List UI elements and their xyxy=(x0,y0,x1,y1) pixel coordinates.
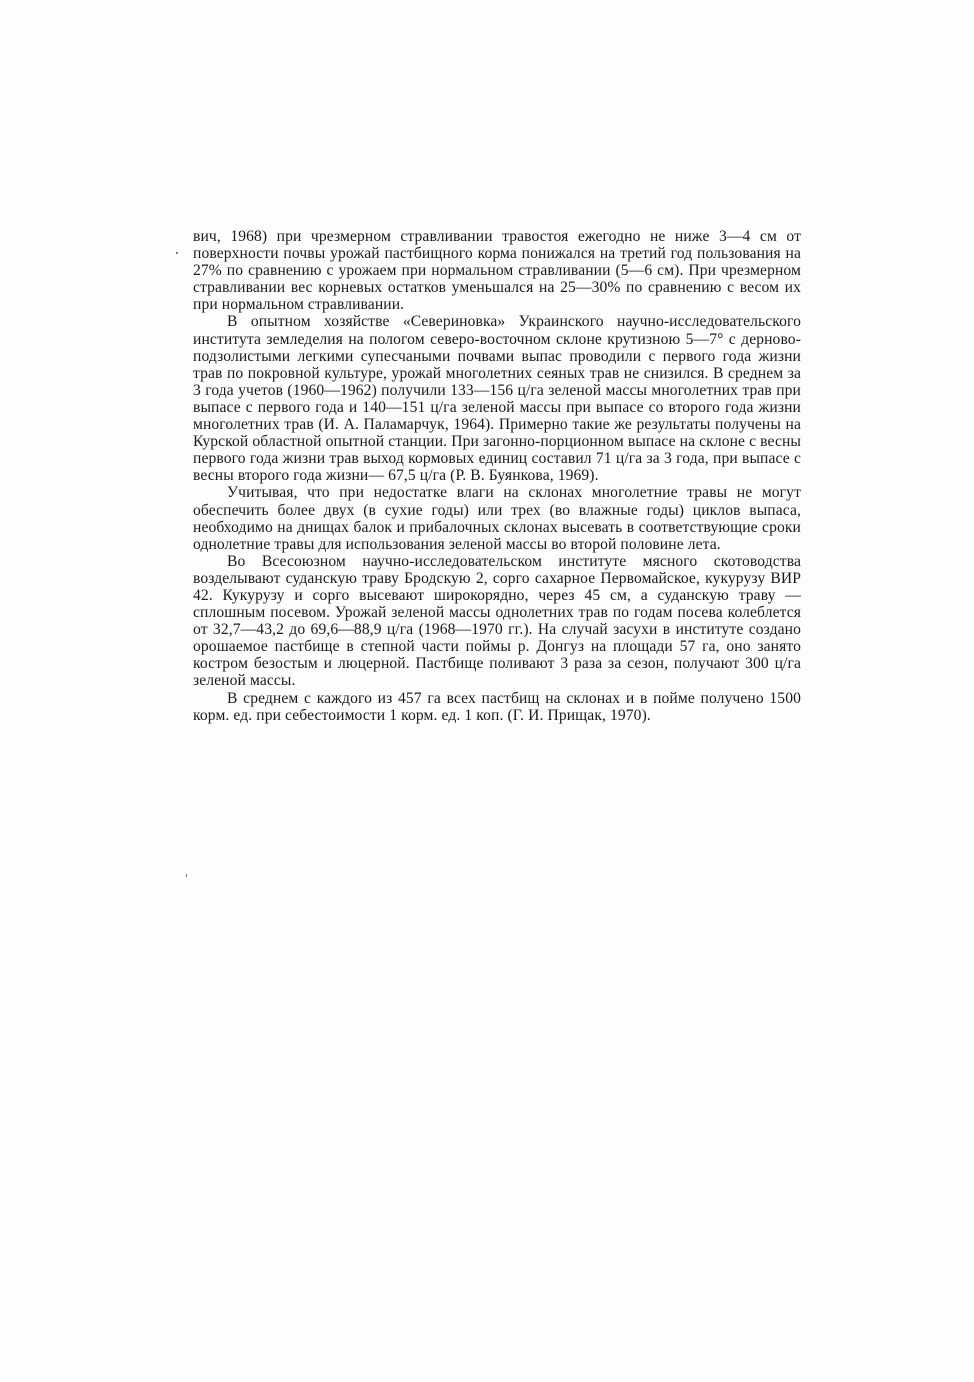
scan-speck xyxy=(186,874,187,877)
paragraph-1: вич, 1968) при чрезмерном стравливании травостоя ежегодно не ниже 3—4 см от поверхности почвы урожай пастбищного корма понижался на третий год пользования на 27% по сравнению с урожаем при нормальном стравливании (5—6 см). При чрезмерном стравливании вес корневых остатков уменьшался на 25—30% по сравнению с весом их при нормальном стравливании. xyxy=(193,228,801,314)
scan-speck xyxy=(176,252,178,254)
paragraph-4: Во Всесоюзном научно-исследовательском институте мясного скотоводства возделывают суданскую траву Бродскую 2, сорго сахарное Первомайское, кукурузу ВИР 42. Кукурузу и сорго высевают широкорядно, через 45 см, а суданскую траву — сплошным посевом. Урожай зеленой массы однолетних трав по годам посева колеблется от 32,7—43,2 до 69,6—88,9 ц/га (1968—1970 гг.). На случай засухи в институте создано орошаемое пастбище в степной части поймы р. Донгуз на площади 57 га, оно занято кострoм безостым и люцерной. Пастбище поливают 3 раза за сезон, получают 300 ц/га зеленой массы. xyxy=(193,552,801,690)
paragraph-5: В среднем с каждого из 457 га всех пастбищ на склонах и в пойме получено 1500 корм. ед. при себестоимости 1 корм. ед. 1 коп. (Г. И. Прищак, 1970). xyxy=(193,689,801,724)
paragraph-3: Учитывая, что при недостатке влаги на склонах многолетние травы не могут обеспечить более двух (в сухие годы) или трех (во влажные годы) циклов выпаса, необходимо на днищах балок и прибалочных склонах высевать в соответствующие сроки однолетние травы для использования зеленой массы во второй половине лета. xyxy=(193,484,801,553)
body-text xyxy=(193,228,801,724)
paragraph-2: В опытном хозяйстве «Северинoвка» Украинского научно-исследовательского института земледелия на пологом северо-восточном склоне крутизною 5—7° с дерново-подзолистыми легкими супесчаными почвами выпас проводили с первого года жизни трав по покровной культуре, урожай многолетних сеяных трав не снизился. В среднем за 3 года учетов (1960—1962) получили 133—156 ц/га зеленой массы многолетних трав при выпасе с первого года и 140—151 ц/га зеленой массы при выпасе со второго года жизни многолетних трав (И. А. Паламарчук, 1964). Примерно такие же результаты получены на Курской областной опытной станции. При загонно-порционном выпасе на склоне с весны первого года жизни трав выход кормовых единиц составил 71 ц/га за 3 года, при выпасе с весны второго года жизни— 67,5 ц/га (Р. В. Буянкова, 1969). xyxy=(193,313,801,485)
